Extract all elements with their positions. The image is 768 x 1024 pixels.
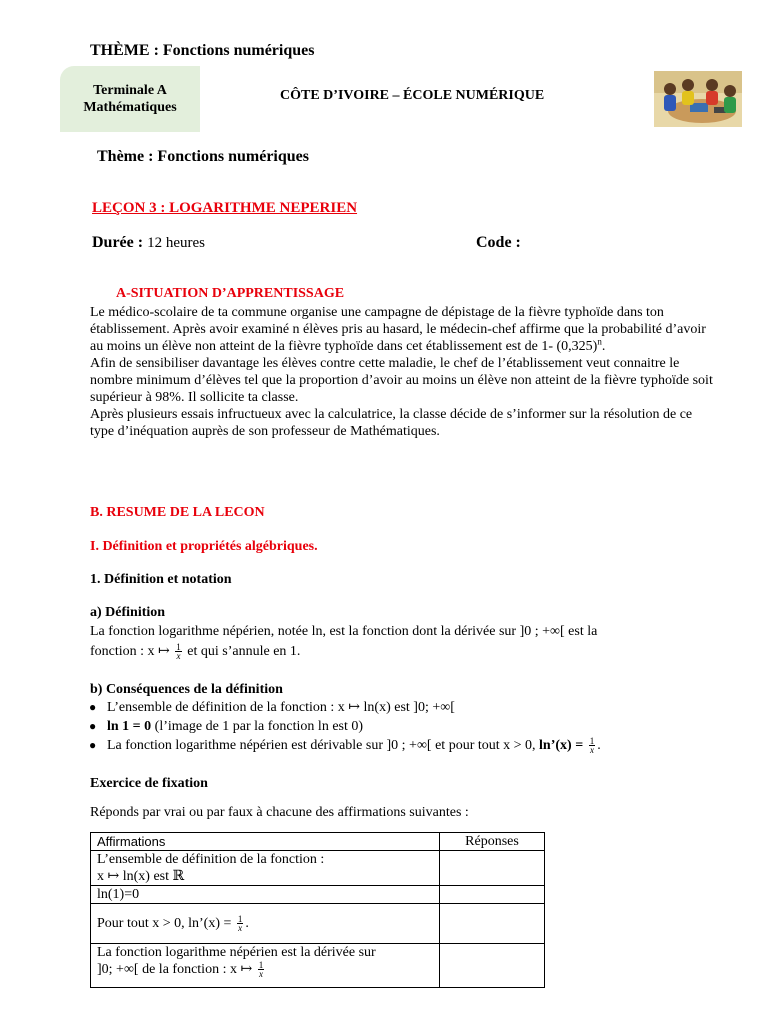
exercise-heading: Exercice de fixation [90, 776, 208, 791]
table-header-row [91, 833, 545, 851]
bullet-icon: ● [89, 700, 97, 714]
table-row [91, 886, 545, 904]
situation-paragraph-3: Après plusieurs essais infructueux avec la calculatrice, la classe décide de s’informer sur la résolution de ce type d’inéquation auprès de son professeur de Mathématiques. [90, 407, 693, 439]
school-name: CÔTE D’IVOIRE – ÉCOLE NUMÉRIQUE [280, 88, 545, 103]
affirmation-cell: L’ensemble de définition de la fonction : x ↦ ln(x) est ℝ [91, 851, 440, 886]
grade-line-2: Mathématiques [83, 100, 177, 115]
definition-line-2: fonction : x ↦ $\frac{1}{x}$ et qui s’annule en 1. [90, 642, 301, 662]
one-over-x-fraction: $\frac{1}{x}$ [258, 960, 264, 980]
bullet-icon: ● [89, 738, 97, 752]
situation-paragraph-2: Afin de sensibiliser davantage les élèves contre cette maladie, le chef de l’établissement veut connaitre le nombre minimum d’élèves tel que la proportion d’avoir au moins un élève non atteint de la fièvre typhoïde soit supérieur à 98%. Il sollicite ta classe. [90, 356, 713, 405]
duration [92, 234, 205, 252]
table-row [91, 851, 545, 886]
theme-title: THÈME : Fonctions numériques [90, 42, 315, 59]
subsection-1-heading: 1. Définition et notation [90, 572, 232, 587]
resume-heading: B. RESUME DE LA LECON [90, 505, 265, 520]
consequences-heading: b) Conséquences de la définition [90, 682, 283, 697]
affirmation-cell: La fonction logarithme népérien est la dérivée sur ]0; +∞[ de la fonction : x ↦ $\frac{1}{x}$ [91, 944, 440, 988]
bullet-icon: ● [89, 719, 97, 733]
one-over-x-fraction: $\frac{1}{x}$ [237, 914, 243, 934]
exercise-instruction: Réponds par vrai ou par faux à chacune des affirmations suivantes : [90, 805, 469, 820]
grade-line-1: Terminale A [93, 83, 167, 98]
situation-text [90, 304, 718, 440]
table-row [91, 904, 545, 944]
code-label: Code : [476, 234, 521, 251]
table-row [91, 944, 545, 988]
one-over-x-fraction: $\frac{1}{x}$ [589, 736, 595, 756]
response-cell[interactable] [440, 851, 545, 886]
list-item: ● ln 1 = 0 (l’image de 1 par la fonction ln est 0) [89, 719, 364, 734]
situation-heading: A-SITUATION D’APPRENTISSAGE [116, 286, 345, 301]
one-over-x-fraction: $\frac{1}{x}$ [176, 642, 181, 662]
affirmation-cell: Pour tout x > 0, ln’(x) = $\frac{1}{x}$ . [91, 904, 440, 944]
duration-label: Durée : [92, 234, 144, 251]
response-cell[interactable] [440, 944, 545, 988]
grade-box [60, 66, 200, 132]
subtitle: Thème : Fonctions numériques [97, 148, 309, 165]
response-cell[interactable] [440, 904, 545, 944]
affirmation-cell: ln(1)=0 [91, 886, 440, 904]
column-header-reponses: Réponses [440, 833, 545, 851]
classroom-logo-icon [654, 71, 742, 127]
duration-value: 12 heures [147, 235, 205, 251]
definition-heading: a) Définition [90, 605, 166, 620]
definition-line-1: La fonction logarithme népérien, notée ln, est la fonction dont la dérivée sur ]0 ; +∞[ est la [90, 624, 598, 639]
situation-paragraph-1: Le médico-scolaire de ta commune organise une campagne de dépistage de la fièvre typhoïde dans ton établissement. Après avoir examiné n élèves pris au hasard, le médecin-chef affirme que la probabilité d’avoir au moins un élève non atteint de la fièvre typhoïde dans cet établissement est de 1- $(0,325)^n$. [90, 305, 706, 354]
lesson-title: LEÇON 3 : LOGARITHME NEPERIEN [92, 200, 358, 216]
list-item: ● La fonction logarithme népérien est dérivable sur ]0 ; +∞[ et pour tout x > 0, ln’(x) = $\frac{1}{x}$ . [89, 736, 601, 756]
affirmations-table [90, 832, 545, 988]
list-item: ● L’ensemble de définition de la fonction : x ↦ ln(x) est ]0; +∞[ [89, 700, 455, 715]
response-cell[interactable] [440, 886, 545, 904]
section-1-heading: I. Définition et propriétés algébriques. [90, 539, 318, 554]
consequences-list [89, 698, 749, 755]
column-header-affirmations: Affirmations [91, 833, 440, 851]
